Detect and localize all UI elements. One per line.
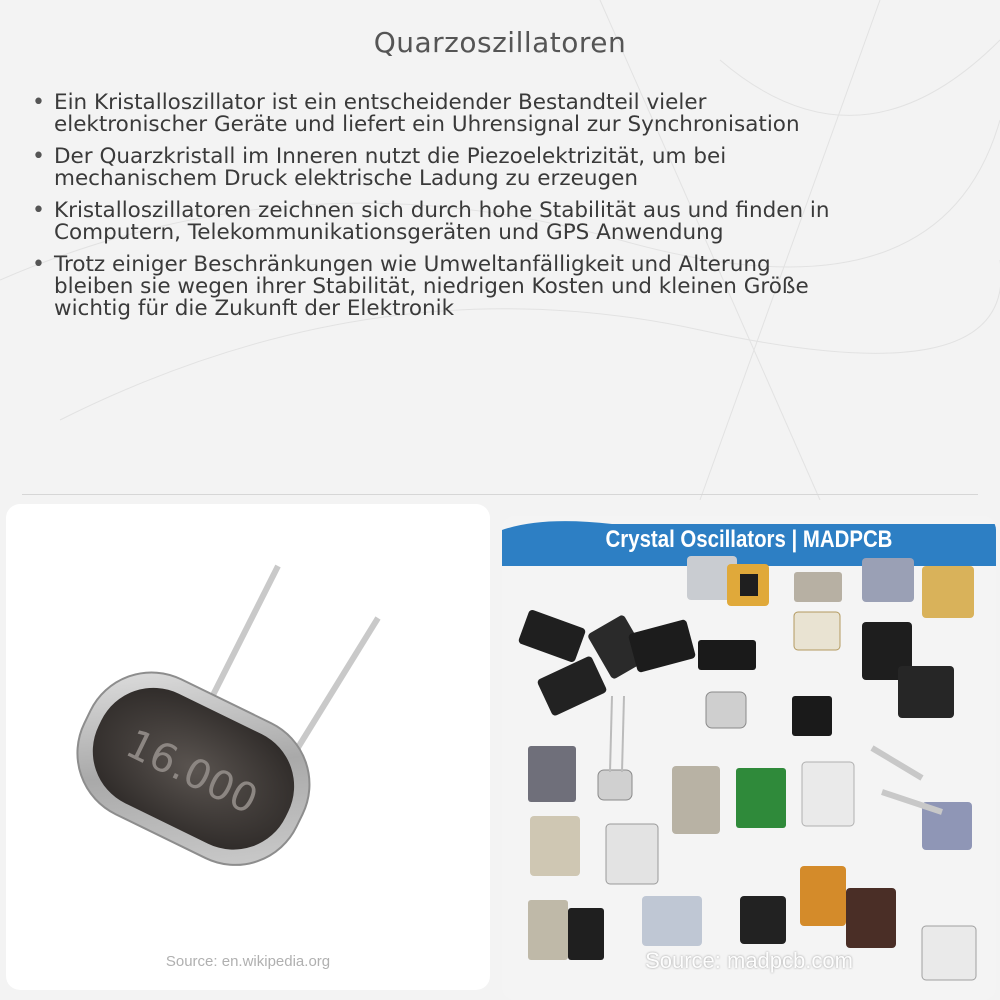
bullet-line: bleiben sie wegen ihrer Stabilität, niedrigen Kosten und kleinen Größe: [54, 274, 809, 299]
crystal-photo-card: [6, 504, 490, 990]
bullet-line: wichtig für die Zukunft der Elektronik: [54, 296, 455, 321]
crystal-lead: [206, 566, 278, 709]
page-title: Quarzoszillatoren: [373, 26, 627, 59]
bullet-item: [30, 146, 960, 190]
image-source-left: Source: en.wikipedia.org: [165, 953, 331, 970]
bullet-line: Computern, Telekommunikationsgeräten und GPS Anwendung: [54, 220, 724, 245]
image-source-right: Source: madpcb.com: [645, 948, 853, 973]
oscillator-collage-card: [502, 516, 996, 1000]
bullet-list: [30, 92, 960, 330]
bullet-line: mechanischem Druck elektrische Ladung zu erzeugen: [54, 166, 638, 191]
hc49-crystal-image: [6, 504, 490, 990]
banner-title: Crystal Oscillators | MADPCB: [605, 526, 893, 553]
crystal-marking: 16.000: [118, 720, 265, 824]
bullet-line: Ein Kristalloszillator ist ein entscheidender Bestandteil vieler: [54, 90, 707, 115]
bullet-dot-icon: •: [32, 90, 45, 115]
bullet-line: Der Quarzkristall im Inneren nutzt die Piezoelektrizität, um bei: [54, 144, 727, 169]
image-banner: [502, 516, 996, 572]
oscillator-collage-image: [502, 516, 996, 1000]
bullet-line: Trotz einiger Beschränkungen wie Umweltanfälligkeit und Alterung: [54, 252, 771, 277]
crystal-lead: [294, 618, 378, 754]
bullet-item: [30, 254, 960, 320]
bullet-item: [30, 200, 960, 244]
bullet-dot-icon: •: [32, 198, 45, 223]
bullet-dot-icon: •: [32, 252, 45, 277]
bullet-item: [30, 92, 960, 136]
section-divider: [22, 494, 978, 495]
bullet-line: Kristalloszillatoren zeichnen sich durch hohe Stabilität aus und finden in: [54, 198, 830, 223]
bullet-dot-icon: •: [32, 144, 45, 169]
bullet-line: elektronischer Geräte und liefert ein Uhrensignal zur Synchronisation: [54, 112, 800, 137]
